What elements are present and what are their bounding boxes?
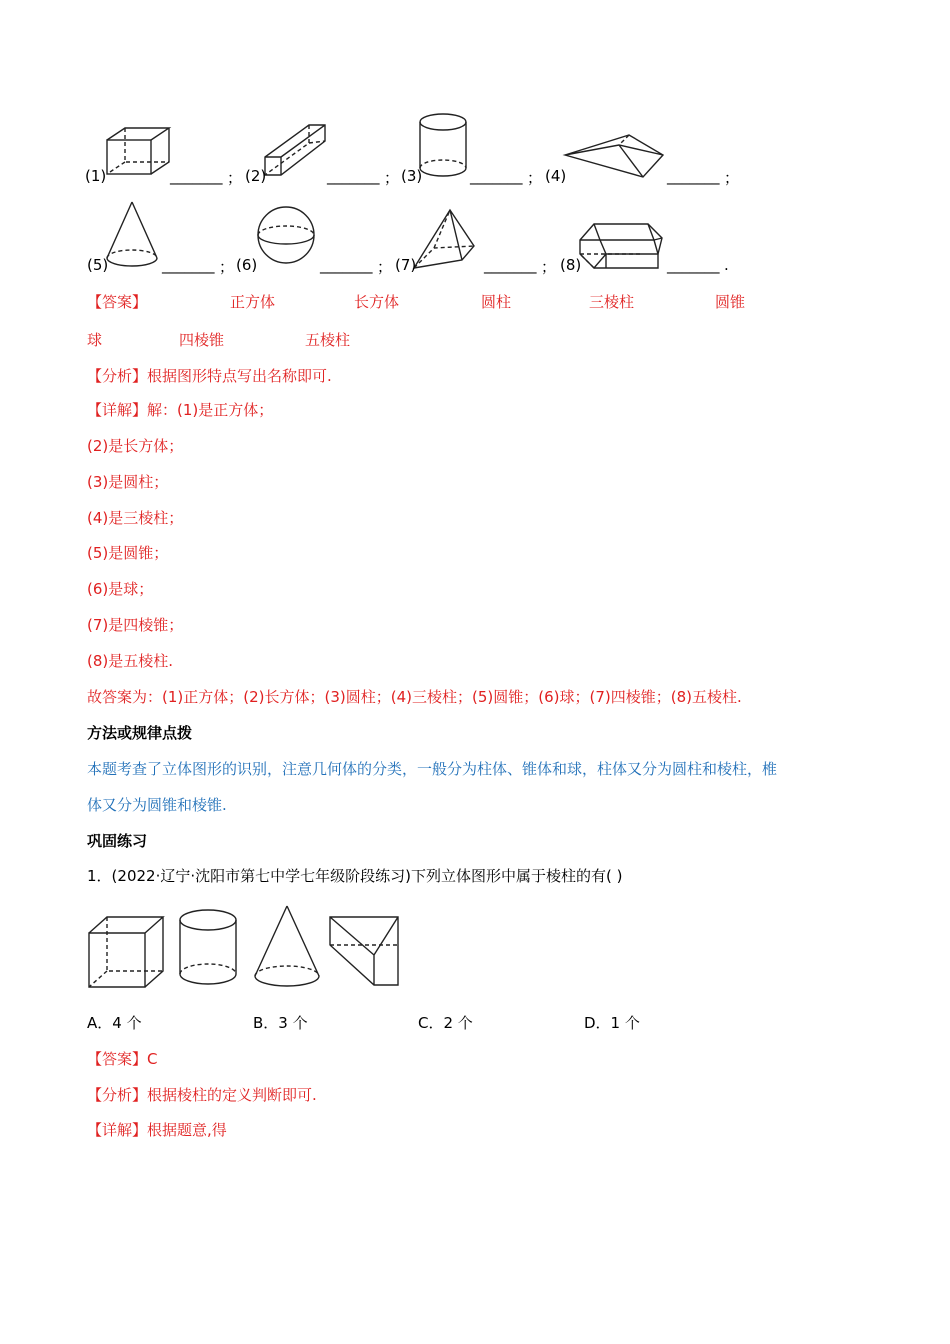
- separator: ；: [724, 169, 740, 187]
- detail-summary: 故答案为：(1)正方体；(2)长方体；(3)圆柱；(4)三棱柱；(5)圆锥；(6)球；(7)四棱锥；(8)五棱柱.: [87, 688, 742, 706]
- square-pyramid-figure-7: [412, 208, 476, 270]
- answer-blank: _______: [170, 167, 223, 185]
- figure-number: (2): [245, 167, 267, 185]
- practice-detail-text: 根据题意,得: [147, 1121, 227, 1139]
- answer-item: 三棱柱: [589, 293, 635, 311]
- figure-number: (7): [395, 256, 417, 274]
- figure-number: (3): [401, 167, 423, 185]
- cube-figure-1: [105, 126, 169, 176]
- separator: ；: [227, 169, 243, 187]
- option-d: D．1 个: [584, 1014, 640, 1032]
- triangular-prism-figure-4: [563, 133, 665, 179]
- separator: ；: [384, 169, 400, 187]
- answer-item: 长方体: [354, 293, 400, 311]
- answer-tag: 【答案】: [87, 293, 148, 311]
- practice-analysis-text: 根据棱柱的定义判断即可.: [147, 1086, 317, 1104]
- analysis-tag: 【分析】: [87, 367, 148, 385]
- practice-analysis-tag: 【分析】: [87, 1086, 148, 1104]
- detail-line: [87, 399, 273, 420]
- figure-number: (8): [560, 256, 582, 274]
- detail-item: (7)是四棱锥；: [87, 616, 184, 634]
- cone-figure-5: [104, 200, 160, 270]
- cuboid-figure-2: [263, 123, 325, 177]
- cube-figure: [87, 915, 165, 989]
- detail-item: (5)是圆锥；: [87, 544, 169, 562]
- answer-item: 圆柱: [481, 293, 512, 311]
- cone-figure: [253, 904, 321, 988]
- detail-item: (6)是球；: [87, 580, 154, 598]
- practice-detail-line: [87, 1119, 227, 1140]
- figure-number: (4): [545, 167, 567, 185]
- detail-item: (8)是五棱柱.: [87, 652, 174, 670]
- detail-tag: 【详解】: [87, 401, 148, 419]
- cylinder-figure: [178, 908, 240, 988]
- detail-item: (4)是三棱柱；: [87, 509, 184, 527]
- method-text: 本题考查了立体图形的识别，注意几何体的分类，一般分为柱体、锥体和球，柱体又分为圆柱和棱柱，椎: [87, 760, 778, 778]
- answer-blank: _______: [484, 256, 537, 274]
- figure-number: (6): [236, 256, 258, 274]
- practice-answer-tag: 【答案】: [87, 1050, 148, 1068]
- separator: ；: [377, 258, 393, 276]
- detail-item: (2)是长方体；: [87, 437, 184, 455]
- answer-item: 四棱锥: [179, 331, 225, 349]
- separator: ；: [527, 169, 543, 187]
- answer-blank: _______: [667, 167, 720, 185]
- method-text: 体又分为圆锥和棱锥.: [87, 796, 227, 814]
- answer-item: 球: [87, 331, 103, 349]
- pentagonal-prism-figure-8: [578, 220, 664, 270]
- separator: ；: [219, 258, 235, 276]
- answer-item: 圆锥: [715, 293, 746, 311]
- answer-blank: _______: [470, 167, 523, 185]
- analysis-text: 根据图形特点写出名称即可.: [147, 367, 332, 385]
- figure-number: (5): [87, 256, 109, 274]
- option-b: B．3 个: [253, 1014, 308, 1032]
- answer-item: 五棱柱: [305, 331, 351, 349]
- figure-number: (1): [85, 167, 107, 185]
- practice-answer-line: [87, 1048, 158, 1069]
- triangular-prism-figure: [328, 915, 400, 987]
- question-text: 1．(2022·辽宁·沈阳市第七中学七年级阶段练习)下列立体图形中属于棱柱的有( ): [87, 867, 623, 885]
- answer-blank: _______: [162, 256, 215, 274]
- practice-analysis-line: [87, 1084, 317, 1105]
- answer-blank: _______: [320, 256, 373, 274]
- detail-item: (3)是圆柱；: [87, 473, 169, 491]
- detail-first: 解：(1)是正方体；: [147, 401, 274, 419]
- separator: ；: [541, 258, 557, 276]
- practice-detail-tag: 【详解】: [87, 1121, 148, 1139]
- answer-blank: _______: [667, 256, 720, 274]
- separator: .: [724, 256, 729, 274]
- answer-item: 正方体: [230, 293, 276, 311]
- sphere-figure-6: [256, 205, 316, 265]
- option-c: C．2 个: [418, 1014, 473, 1032]
- answer-blank: _______: [327, 167, 380, 185]
- practice-answer-value: C: [147, 1050, 158, 1068]
- cylinder-figure-3: [418, 112, 468, 180]
- practice-heading: 巩固练习: [87, 832, 148, 850]
- option-a: A．4 个: [87, 1014, 142, 1032]
- analysis-line: [87, 365, 332, 386]
- method-heading: 方法或规律点拨: [87, 724, 193, 742]
